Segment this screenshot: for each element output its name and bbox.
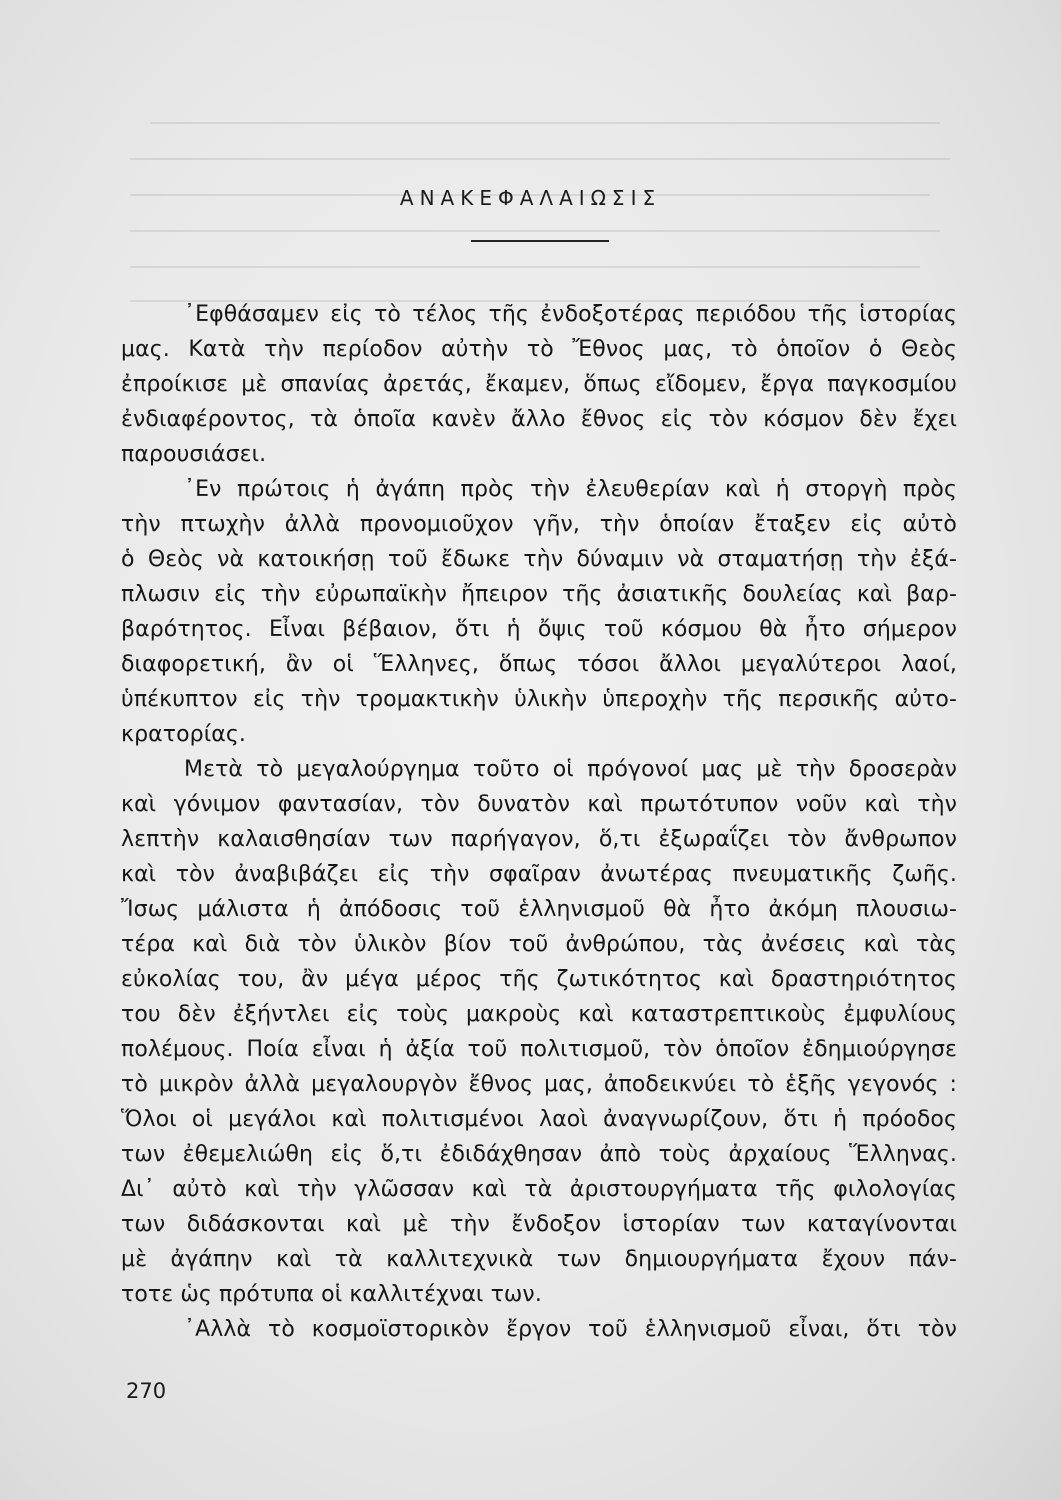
- text-line: διαφορετική, ἂν οἱ Ἕλληνες, ὅπως τόσοι ἄλλοι μεγαλύτεροι λαοί,: [121, 652, 957, 677]
- text-line: των ἐθεμελιώθη εἰς ὅ,τι ἐδιδάχθησαν ἀπὸ τοὺς ἀρχαίους Ἕλληνας.: [121, 1142, 957, 1167]
- text-line: τὸ μικρὸν ἀλλὰ μεγαλουργὸν ἔθνος μας, ἀποδεικνύει τὸ ἑξῆς γεγονός :: [121, 1072, 957, 1097]
- text-line: Ἴσως μάλιστα ἡ ἀπόδοσις τοῦ ἑλληνισμοῦ θὰ ἦτο ἀκόμη πλουσιω-: [121, 897, 957, 922]
- text-line: ὁ Θεὸς νὰ κατοικήσῃ τοῦ ἔδωκε τὴν δύναμιν νὰ σταματήσῃ τὴν ἐξά-: [121, 547, 957, 572]
- text-line: τέρα καὶ διὰ τὸν ὑλικὸν βίον τοῦ ἀνθρώπου, τὰς ἀνέσεις καὶ τὰς: [121, 932, 957, 957]
- text-line: λεπτὴν καλαισθησίαν των παρήγαγον, ὅ,τι ἐξωραΐζει τὸν ἄνθρωπον: [121, 827, 957, 852]
- text-line: πλωσιν εἰς τὴν εὐρωπαϊκὴν ἤπειρον τῆς ἀσιατικῆς δουλείας καὶ βαρ-: [121, 582, 957, 607]
- text-line: μὲ ἀγάπην καὶ τὰ καλλιτεχνικὰ των δημιουργήματα ἔχουν πάν-: [121, 1247, 957, 1272]
- chapter-title: ΑΝΑΚΕΦΑΛΑΙΩΣΙΣ: [399, 186, 662, 210]
- title-divider: [471, 240, 609, 242]
- text-line: ᾿Εφθάσαμεν εἰς τὸ τέλος τῆς ἐνδοξοτέρας περιόδου τῆς ἱστορίας: [184, 302, 957, 327]
- text-line: βαρότητος. Εἶναι βέβαιον, ὅτι ἡ ὄψις τοῦ κόσμου θὰ ἦτο σήμερον: [121, 617, 957, 642]
- text-line: ὑπέκυπτον εἰς τὴν τρομακτικὴν ὑλικὴν ὑπεροχὴν τῆς περσικῆς αὐτο-: [121, 687, 957, 712]
- text-line: των διδάσκονται καὶ μὲ τὴν ἔνδοξον ἱστορίαν των καταγίνονται: [121, 1212, 957, 1237]
- text-line: τοτε ὡς πρότυπα οἱ καλλιτέχναι των.: [121, 1282, 542, 1307]
- text-line: πολέμους. Ποία εἶναι ἡ ἀξία τοῦ πολιτισμοῦ, τὸν ὁποῖον ἐδημιούργησε: [121, 1037, 957, 1062]
- text-line: κρατορίας.: [121, 722, 246, 747]
- text-line: καὶ τὸν ἀναβιβάζει εἰς τὴν σφαῖραν ἀνωτέρας πνευματικῆς ζωῆς.: [121, 862, 957, 887]
- text-line: ᾿Αλλὰ τὸ κοσμοϊστορικὸν ἔργον τοῦ ἑλληνισμοῦ εἶναι, ὅτι τὸν: [184, 1317, 957, 1342]
- text-line: ἐπροίκισε μὲ σπανίας ἀρετάς, ἔκαμεν, ὅπως εἴδομεν, ἔργα παγκοσμίου: [121, 372, 957, 397]
- text-line: μας. Κατὰ τὴν περίοδον αὐτὴν τὸ Ἔθνος μας, τὸ ὁποῖον ὁ Θεὸς: [121, 337, 957, 362]
- text-line: καὶ γόνιμον φαντασίαν, τὸν δυνατὸν καὶ πρωτότυπον νοῦν καὶ τὴν: [121, 792, 957, 817]
- text-line: τὴν πτωχὴν ἀλλὰ προνομιοῦχον γῆν, τὴν ὁποίαν ἔταξεν εἰς αὐτὸ: [121, 512, 957, 537]
- text-line: Ὅλοι οἱ μεγάλοι καὶ πολιτισμένοι λαοὶ ἀναγνωρίζουν, ὅτι ἡ πρόοδος: [121, 1107, 957, 1132]
- text-line: Μετὰ τὸ μεγαλούργημα τοῦτο οἱ πρόγονοί μας μὲ τὴν δροσερὰν: [184, 757, 957, 782]
- text-line: Δι᾿ αὐτὸ καὶ τὴν γλῶσσαν καὶ τὰ ἀριστουργήματα τῆς φιλολογίας: [121, 1177, 957, 1202]
- text-line: του δὲν ἐξήντλει εἰς τοὺς μακροὺς καὶ καταστρεπτικοὺς ἐμφυλίους: [121, 1002, 957, 1027]
- text-line: εὐκολίας του, ἂν μέγα μέρος τῆς ζωτικότητος καὶ δραστηριότητος: [121, 967, 957, 992]
- text-line: παρουσιάσει.: [121, 442, 267, 467]
- text-line: ἐνδιαφέροντος, τὰ ὁποῖα κανὲν ἄλλο ἔθνος εἰς τὸν κόσμον δὲν ἔχει: [121, 407, 957, 432]
- page-number: 270: [126, 1379, 167, 1403]
- text-line: ᾿Εν πρώτοις ἡ ἀγάπη πρὸς τὴν ἐλευθερίαν καὶ ἡ στοργὴ πρὸς: [184, 477, 957, 502]
